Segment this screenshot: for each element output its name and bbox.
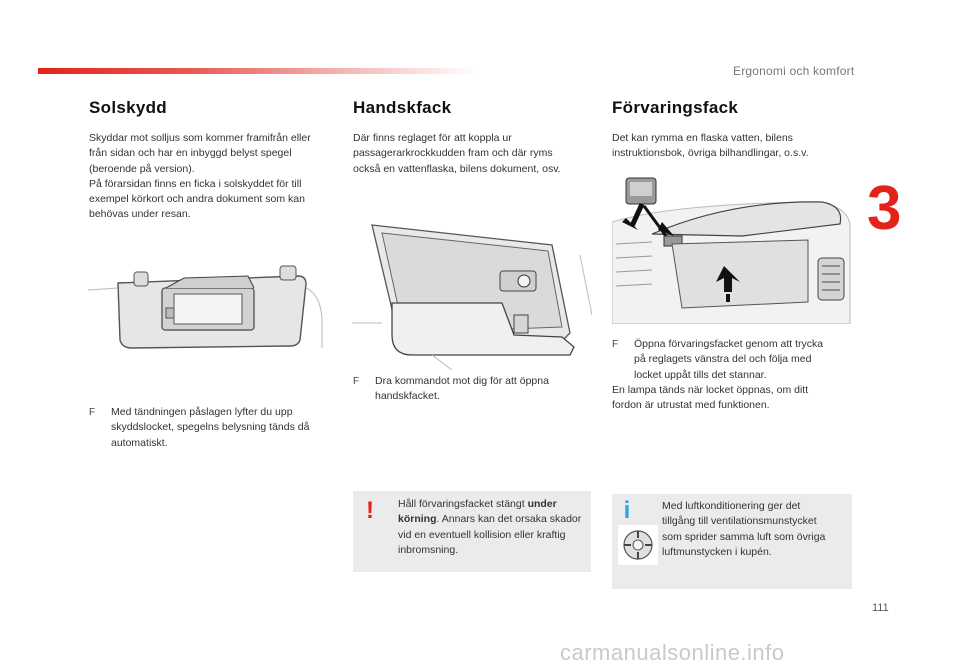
forvaringsfack-bullet: F Öppna förvaringsfacket genom att trycka på reglagets vänstra del och följa med locket uppåt tills det stannar.	[612, 338, 824, 381]
forvaringsfack-lamp-text: En lampa tänds när locket öppnas, om ditt fordon är utrustat med funktionen.	[612, 384, 809, 412]
forvaringsfack-title: Förvaringsfack	[612, 98, 739, 117]
bullet-marker: F	[612, 339, 619, 350]
solskydd-title: Solskydd	[89, 98, 167, 117]
handskfack-bullet: F Dra kommandot mot dig för att öppna handskfacket.	[353, 375, 549, 403]
exclamation-warning-icon: !	[366, 497, 374, 524]
chapter-number: 3	[867, 174, 902, 243]
info-icon: i	[623, 497, 631, 524]
glove-box-illustration	[352, 215, 592, 370]
handskfack-title: Handskfack	[353, 98, 452, 117]
page-number: 111	[872, 602, 889, 614]
bullet-marker: F	[89, 407, 96, 418]
info-text: Med luftkonditionering ger det tillgång till ventilationsmunstycket som sprider samma luft som övriga luftmunstycken i kupén.	[662, 500, 826, 558]
section-title: Ergonomi och komfort	[733, 64, 855, 78]
warning-text: Håll förvaringsfacket stängt under körning. Annars kan det orsaka skador vid en eventuell kollision eller kraftig inbromsning.	[398, 498, 582, 556]
header-accent-bar	[38, 68, 478, 74]
bullet-marker: F	[353, 376, 360, 387]
forvaringsfack-intro: Det kan rymma en flaska vatten, bilens instruktionsbok, övriga bilhandlingar, o.s.v.	[612, 132, 809, 160]
air-vent-icon	[618, 525, 658, 565]
storage-compartment-illustration	[612, 174, 852, 324]
handskfack-intro: Där finns reglaget för att koppla ur passagerarkrockkudden fram och där ryms också en vattenflaska, bilens dokument, osv.	[353, 132, 561, 175]
solskydd-bullet: F Med tändningen påslagen lyfter du upp skyddslocket, spegelns belysning tänds då automatiskt.	[89, 406, 310, 449]
solskydd-intro: Skyddar mot solljus som kommer framifrån eller från sidan och har en inbyggd belyst spegel (beroende på version). På förarsidan finns en ficka i solskyddet för till exempel körkort och andra dokument som kan behövas under resan.	[89, 132, 311, 221]
sun-visor-illustration	[88, 258, 338, 358]
watermark: carmanualsonline.info	[560, 640, 785, 665]
